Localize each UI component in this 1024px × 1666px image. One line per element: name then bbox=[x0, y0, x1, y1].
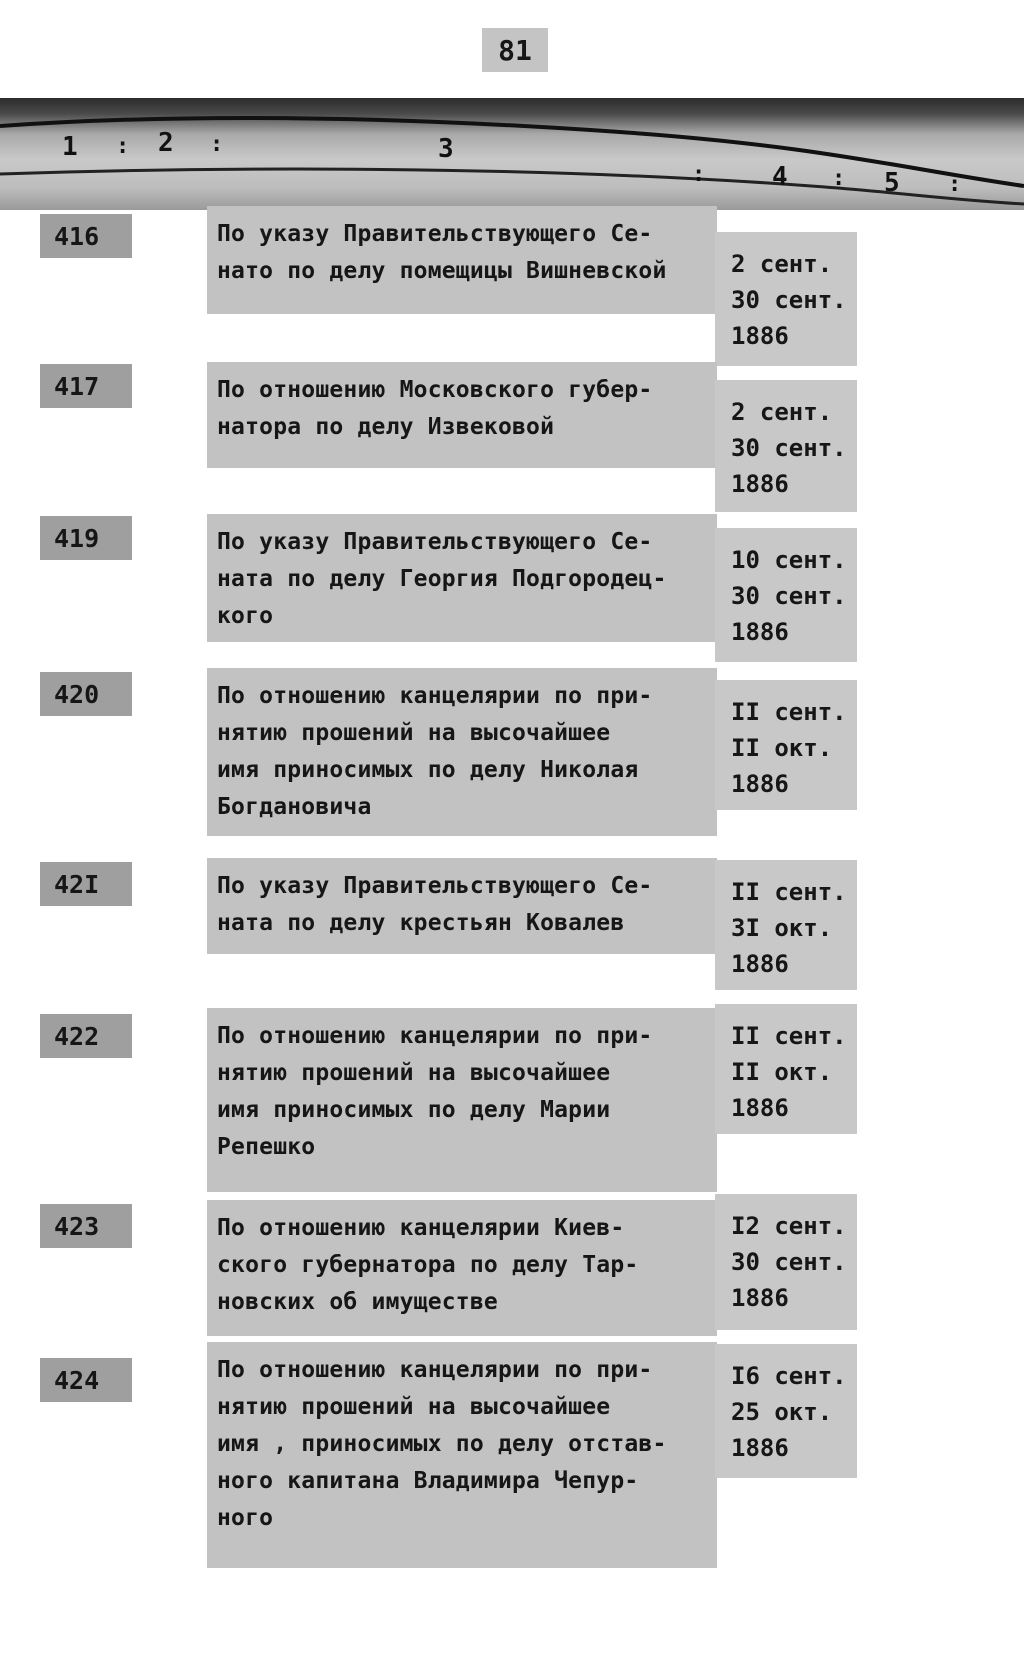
description-line: По отношению канцелярии по при- bbox=[217, 683, 653, 709]
entry-dates bbox=[715, 680, 857, 810]
description-line: ного bbox=[217, 1505, 274, 1531]
date-received: II сент. bbox=[731, 878, 847, 906]
entry-number: 417 bbox=[40, 364, 132, 408]
description-line: По отношению канцелярии по при- bbox=[217, 1023, 653, 1049]
description-line: ната по делу Георгия Подгородец- bbox=[217, 566, 667, 592]
date-year: 1886 bbox=[731, 470, 789, 498]
header-rule-lines bbox=[0, 98, 1024, 210]
date-year: 1886 bbox=[731, 770, 789, 798]
description-line: нато по делу помещицы Вишневской bbox=[217, 258, 667, 284]
entry-description bbox=[207, 206, 717, 314]
column-number-2: 2 bbox=[158, 128, 174, 158]
date-received: I2 сент. bbox=[731, 1212, 847, 1240]
entry-description bbox=[207, 514, 717, 642]
description-line: нятию прошений на высочайшее bbox=[217, 1394, 611, 1420]
column-number-3: 3 bbox=[438, 134, 454, 164]
entry-number: 424 bbox=[40, 1358, 132, 1402]
description-line: Репешко bbox=[217, 1134, 316, 1160]
entry-description bbox=[207, 362, 717, 468]
description-line: натора по делу Извековой bbox=[217, 414, 555, 440]
description-line: ского губернатора по делу Тар- bbox=[217, 1252, 639, 1278]
entry-number: 423 bbox=[40, 1204, 132, 1248]
column-separator: : bbox=[116, 134, 130, 159]
description-line: По указу Правительствующего Се- bbox=[217, 221, 653, 247]
date-received: II сент. bbox=[731, 698, 847, 726]
date-received: 2 сент. bbox=[731, 250, 833, 278]
entry-dates bbox=[715, 528, 857, 662]
description-line: нятию прошений на высочайшее bbox=[217, 1060, 611, 1086]
column-separator: : bbox=[210, 132, 224, 157]
date-executed: 30 сент. bbox=[731, 286, 847, 314]
description-line: имя приносимых по делу Марии bbox=[217, 1097, 611, 1123]
entry-dates bbox=[715, 232, 857, 366]
entry-number: 420 bbox=[40, 672, 132, 716]
date-year: 1886 bbox=[731, 322, 789, 350]
description-line: имя приносимых по делу Николая bbox=[217, 757, 639, 783]
date-year: 1886 bbox=[731, 1284, 789, 1312]
column-separator: : bbox=[948, 172, 962, 197]
description-line: По отношению канцелярии по при- bbox=[217, 1357, 653, 1383]
date-year: 1886 bbox=[731, 950, 789, 978]
date-executed: 30 сент. bbox=[731, 582, 847, 610]
column-number-4: 4 bbox=[772, 162, 788, 192]
date-year: 1886 bbox=[731, 1094, 789, 1122]
entry-dates bbox=[715, 1194, 857, 1330]
description-line: нятию прошений на высочайшее bbox=[217, 720, 611, 746]
entry-number: 416 bbox=[40, 214, 132, 258]
description-line: По указу Правительствующего Се- bbox=[217, 529, 653, 555]
column-header bbox=[0, 98, 1024, 210]
description-line: По отношению канцелярии Киев- bbox=[217, 1215, 625, 1241]
date-received: II сент. bbox=[731, 1022, 847, 1050]
date-received: 2 сент. bbox=[731, 398, 833, 426]
description-line: кого bbox=[217, 603, 274, 629]
page-number: 81 bbox=[482, 28, 548, 72]
date-received: I6 сент. bbox=[731, 1362, 847, 1390]
description-line: новских об имуществе bbox=[217, 1289, 498, 1315]
entry-number: 422 bbox=[40, 1014, 132, 1058]
description-line: Богдановича bbox=[217, 794, 372, 820]
description-line: По указу Правительствующего Се- bbox=[217, 873, 653, 899]
date-year: 1886 bbox=[731, 1434, 789, 1462]
date-year: 1886 bbox=[731, 618, 789, 646]
column-number-1: 1 bbox=[62, 132, 78, 162]
column-separator: : bbox=[832, 166, 846, 191]
entry-dates bbox=[715, 860, 857, 990]
entry-number: 42I bbox=[40, 862, 132, 906]
entry-description bbox=[207, 1342, 717, 1568]
description-line: По отношению Московского губер- bbox=[217, 377, 653, 403]
description-line: имя , приносимых по делу отстав- bbox=[217, 1431, 667, 1457]
entry-description bbox=[207, 1008, 717, 1192]
date-received: 10 сент. bbox=[731, 546, 847, 574]
date-executed: 3I окт. bbox=[731, 914, 833, 942]
entry-dates bbox=[715, 380, 857, 512]
entry-dates bbox=[715, 1004, 857, 1134]
date-executed: 25 окт. bbox=[731, 1398, 833, 1426]
date-executed: II окт. bbox=[731, 734, 833, 762]
entry-description bbox=[207, 668, 717, 836]
entry-description bbox=[207, 858, 717, 954]
description-line: ната по делу крестьян Ковалев bbox=[217, 910, 625, 936]
description-line: ного капитана Владимира Чепур- bbox=[217, 1468, 639, 1494]
date-executed: 30 сент. bbox=[731, 1248, 847, 1276]
column-number-5: 5 bbox=[884, 168, 900, 198]
date-executed: 30 сент. bbox=[731, 434, 847, 462]
entry-number: 419 bbox=[40, 516, 132, 560]
column-separator: : bbox=[692, 162, 706, 187]
entry-description bbox=[207, 1200, 717, 1336]
entry-dates bbox=[715, 1344, 857, 1478]
date-executed: II окт. bbox=[731, 1058, 833, 1086]
